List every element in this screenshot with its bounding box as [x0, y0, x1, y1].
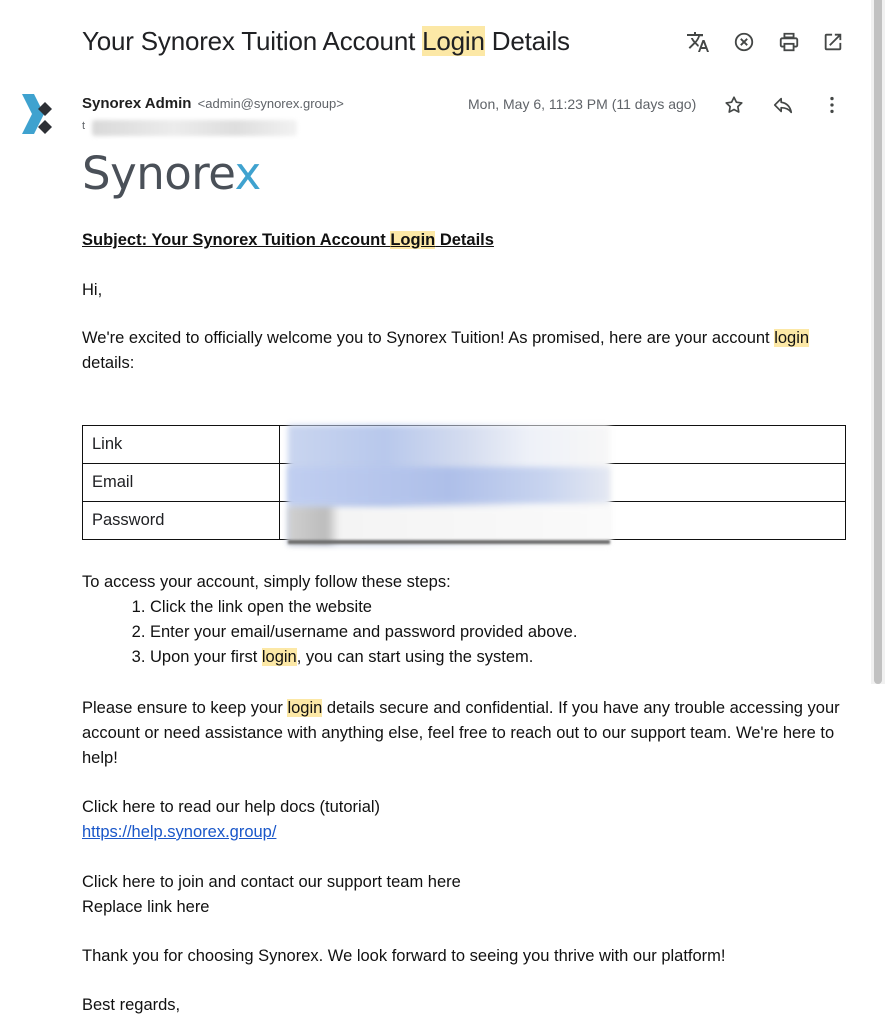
secure-highlight: login — [287, 699, 323, 717]
steps-intro: To access your account, simply follow these steps: — [82, 573, 451, 591]
support-link-placeholder: Replace link here — [82, 898, 210, 916]
open-in-new-icon[interactable] — [819, 28, 847, 56]
intro-highlight: login — [774, 329, 810, 347]
secure-text-2: details secure and confidential. If you have any trouble accessing your account or need assistance with anything else, feel free to reach out to our support team. We're here to help! — [82, 699, 840, 767]
top-actions — [684, 28, 854, 56]
subject-highlight: Login — [422, 26, 485, 56]
body-subject-highlight: Login — [390, 231, 436, 249]
intro-text-1: We're excited to officially welcome you to Synorex Tuition! As promised, here are your account — [82, 329, 775, 347]
steps-section — [82, 570, 852, 670]
logo-text: Synore — [82, 147, 235, 200]
redacted-email — [288, 467, 610, 503]
reply-icon[interactable] — [769, 91, 797, 119]
greeting: Hi, — [82, 281, 103, 299]
thanks-line: Thank you for choosing Synorex. We look forward to seeing you thrive with our platform! — [82, 947, 726, 965]
logo-accent: x — [234, 147, 261, 200]
print-icon[interactable] — [775, 28, 803, 56]
more-vert-icon[interactable] — [818, 91, 846, 119]
sender-avatar — [18, 92, 60, 144]
step3-text-1: Upon your first — [150, 648, 262, 666]
table-cell-label: Password — [83, 502, 280, 540]
support-section — [82, 870, 852, 920]
close-circle-icon[interactable] — [730, 28, 758, 56]
secure-text-1: Please ensure to keep your — [82, 699, 288, 717]
steps-list — [82, 595, 852, 670]
subject-prefix: Your Synorex Tuition Account — [82, 26, 423, 56]
help-docs-section — [82, 795, 852, 845]
body-subject-suffix: Details — [435, 231, 494, 249]
step3-highlight: login — [261, 648, 297, 666]
email-subject — [82, 24, 570, 58]
list-item: 1. Click the link open the website — [150, 595, 852, 620]
closing-line: Best regards, — [82, 996, 181, 1014]
redaction-edge — [288, 540, 610, 544]
body-subject-line — [82, 228, 852, 253]
help-docs-text: Click here to read our help docs (tutorial) — [82, 798, 381, 816]
support-text: Click here to join and contact our support team here — [82, 873, 461, 891]
help-docs-link[interactable]: https://help.synorex.group/ — [82, 823, 277, 841]
body-subject-prefix: Subject: Your Synorex Tuition Account — [82, 231, 391, 249]
scrollbar-track[interactable] — [871, 0, 885, 684]
recipient-line: t — [82, 120, 86, 132]
sender-info — [82, 95, 344, 112]
list-item — [150, 645, 852, 670]
table-cell-label: Link — [83, 426, 280, 464]
intro-text-2: details: — [82, 354, 135, 372]
scrollbar-thumb[interactable] — [874, 0, 882, 684]
sender-name: Synorex Admin — [82, 95, 192, 112]
subject-suffix: Details — [484, 26, 570, 56]
star-icon[interactable] — [720, 91, 748, 119]
synorex-logo — [82, 146, 261, 202]
redacted-recipient — [92, 120, 297, 136]
email-date: Mon, May 6, 11:23 PM (11 days ago) — [468, 96, 697, 112]
intro-paragraph — [82, 326, 852, 376]
list-item: 2. Enter your email/username and password provided above. — [150, 620, 852, 645]
translate-icon[interactable] — [684, 28, 712, 56]
sender-email: <admin@synorex.group> — [197, 96, 344, 111]
table-cell-label: Email — [83, 464, 280, 502]
step3-text-2: , you can start using the system. — [296, 648, 534, 666]
security-paragraph — [82, 696, 842, 771]
